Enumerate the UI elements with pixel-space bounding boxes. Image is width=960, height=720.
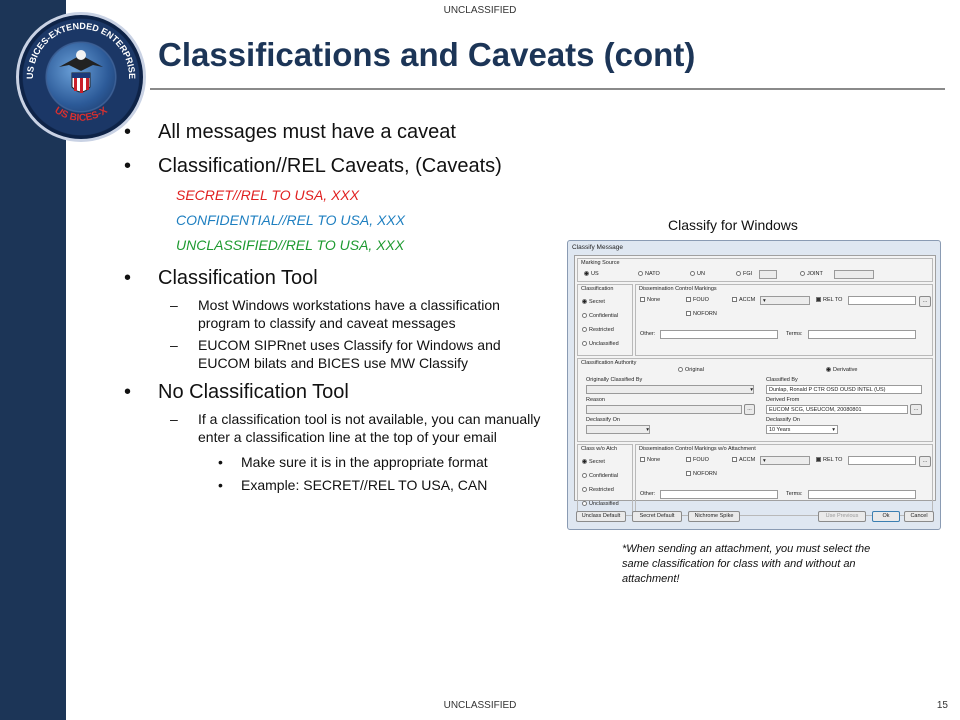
caveat-example-secret: SECRET//REL TO USA, XXX [176,187,360,203]
radio-atch-unclassified[interactable] [582,501,587,506]
bullet-list [118,120,588,499]
radio-joint[interactable] [800,271,805,276]
dcm2-other-label: Other: [640,491,656,497]
page-title: Classifications and Caveats (cont) [158,36,696,73]
atch-rel-to-browse-button[interactable]: ... [919,456,931,467]
radio-restricted[interactable] [582,327,587,332]
marking-source-joint[interactable]: JOINT [800,271,823,277]
authority-label: Classification Authority [581,360,637,366]
dcm-terms-label: Terms: [786,331,803,337]
authority-derivative[interactable]: Derivative [826,367,857,373]
radio-us[interactable] [584,271,589,276]
class-confidential[interactable]: Confidential [582,313,618,319]
bullet-caveat-required: • All messages must have a caveat [118,120,588,144]
authority-original[interactable]: Original [678,367,704,373]
atch-other-field[interactable] [660,490,778,499]
dcm-fouo[interactable]: FOUO [686,297,709,303]
checkbox-noforn[interactable] [686,311,691,316]
marking-source-group [577,258,933,282]
rel-to-field[interactable] [848,296,916,305]
radio-atch-restricted[interactable] [582,487,587,492]
dcm-rel-to[interactable]: REL TO [816,297,842,303]
marking-source-fgi[interactable]: FGI [736,271,752,277]
dialog-body [574,255,936,507]
radio-confidential[interactable] [582,313,587,318]
bullet-classification-tool: • Classification Tool [118,266,588,290]
sub-bullet-manual-entry: – If a classification tool is not available, you can manually enter a classification line at the top of your email [118,410,550,446]
dcm-accm[interactable]: ACCM [732,297,755,303]
radio-fgi[interactable] [736,271,741,276]
other-field[interactable] [660,330,778,339]
class-wo-atch-label: Class w/o Atch [581,446,618,452]
dcm-group [635,284,933,356]
atch-accm-dropdown[interactable]: ▾ [760,456,810,465]
use-previous-button[interactable]: Use Previous [818,511,866,522]
reason-label: Reason [586,397,605,403]
checkbox-none[interactable] [640,297,645,302]
classification-group [577,284,633,356]
declassify-on-dropdown[interactable]: 10 Years ▾ [766,425,838,434]
checkbox-rel-to[interactable] [816,297,821,302]
orig-classified-by-dropdown[interactable]: ▾ [586,385,754,394]
checkbox-accm[interactable] [732,297,737,302]
atch-rel-to-field[interactable] [848,456,916,465]
radio-secret[interactable] [582,299,587,304]
declassify-on-left-label: Declassify On [586,417,620,423]
checkbox-atch-rel-to[interactable] [816,457,821,462]
declassify-on-left-dropdown[interactable]: ▾ [586,425,650,434]
classified-by-label: Classified By [766,377,798,383]
class-unclassified[interactable]: Unclassified [582,341,619,347]
dcm-wo-atch-label: Dissemination Control Markings w/o Attachment [639,446,756,452]
dcm-none[interactable]: None [640,297,660,303]
dcm-noforn[interactable]: NOFORN [686,311,717,317]
fgi-country-field[interactable] [759,270,777,279]
cancel-button[interactable]: Cancel [904,511,934,522]
atch-secret[interactable]: Secret [582,459,605,465]
sub-sub-bullet-format: • Make sure it is in the appropriate format [118,453,588,471]
top-classification-marking: UNCLASSIFIED [443,5,517,16]
atch-confidential[interactable]: Confidential [582,473,618,479]
rel-to-browse-button[interactable]: ... [919,296,931,307]
sub-sub-bullet-example: • Example: SECRET//REL TO USA, CAN [118,476,588,494]
caveat-example-unclassified: UNCLASSIFIED//REL TO USA, XXX [176,237,405,253]
derived-from-browse-button[interactable]: ... [910,404,922,415]
dcm-without-attachment-group [635,444,933,516]
radio-nato[interactable] [638,271,643,276]
derived-from-field[interactable]: EUCOM SCG, USEUCOM, 20080801 [766,405,908,414]
caveat-example-confidential: CONFIDENTIAL//REL TO USA, XXX [176,212,405,228]
dialog-window-title: Classify Message [572,244,623,251]
class-without-attachment-group [577,444,633,516]
radio-atch-confidential[interactable] [582,473,587,478]
classify-message-dialog [567,240,941,530]
derived-from-label: Derived From [766,397,800,403]
marking-source-us[interactable]: US [584,271,599,277]
classification-label: Classification [581,286,614,292]
checkbox-atch-fouo[interactable] [686,457,691,462]
radio-derivative[interactable] [826,367,831,372]
dcm2-fouo[interactable]: FOUO [686,457,709,463]
dcm-other-label: Other: [640,331,656,337]
bullet-rel-caveats: • Classification//REL Caveats, (Caveats) [118,154,588,178]
title-divider [150,88,945,90]
atch-unclassified[interactable]: Unclassified [582,501,619,507]
joint-field[interactable] [834,270,874,279]
classified-by-field[interactable]: Dunlap, Ronald P CTR OSD OUSD INTEL (US) [766,385,922,394]
atch-terms-field[interactable] [808,490,916,499]
sub-bullet-eucom-siprnet: – EUCOM SIPRnet uses Classify for Windows and EUCOM bilats and BICES use MW Classify [118,336,518,372]
marking-source-un[interactable]: UN [690,271,705,277]
declassify-on-label: Declassify On [766,417,800,423]
secret-default-button[interactable]: Secret Default [632,511,682,522]
dcm2-none[interactable]: None [640,457,660,463]
dcm2-accm[interactable]: ACCM [732,457,755,463]
svg-text:US BICES-X: US BICES-X [52,105,110,124]
radio-un[interactable] [690,271,695,276]
marking-source-nato[interactable]: NATO [638,271,660,277]
radio-original[interactable] [678,367,683,372]
marking-source-label: Marking Source [581,260,620,266]
dcm2-rel-to[interactable]: REL TO [816,457,842,463]
atch-restricted[interactable]: Restricted [582,487,614,493]
checkbox-atch-accm[interactable] [732,457,737,462]
svg-text:US BICES-EXTENDED ENTERPRISE: US BICES-EXTENDED ENTERPRISE [24,20,138,80]
accm-dropdown[interactable]: ▾ [760,296,810,305]
sub-bullet-windows-program: – Most Windows workstations have a classification program to classify and caveat messages [118,296,518,332]
dialog-caption: Classify for Windows [668,217,798,233]
radio-unclassified[interactable] [582,341,587,346]
dcm2-terms-label: Terms: [786,491,803,497]
classification-authority-group [577,358,933,442]
orig-classified-by-label: Originally Classified By [586,377,643,383]
nichrome-spike-button[interactable]: Nichrome Spike [688,511,740,522]
bullet-no-classification-tool: • No Classification Tool [118,380,588,404]
reason-browse-button[interactable]: ... [744,404,755,415]
attachment-footnote: *When sending an attachment, you must select the same classification for class with and without an attachment! [622,543,871,585]
checkbox-atch-noforn[interactable] [686,471,691,476]
dcm-label: Dissemination Control Markings [639,286,717,292]
radio-atch-secret[interactable] [582,459,587,464]
page-number: 15 [936,700,948,711]
class-secret[interactable]: Secret [582,299,605,305]
unclass-default-button[interactable]: Unclass Default [576,511,626,522]
checkbox-fouo[interactable] [686,297,691,302]
reason-field[interactable] [586,405,742,414]
class-restricted[interactable]: Restricted [582,327,614,333]
checkbox-atch-none[interactable] [640,457,645,462]
terms-field[interactable] [808,330,916,339]
bottom-classification-marking: UNCLASSIFIED [443,700,517,711]
ok-button[interactable]: Ok [872,511,900,522]
dcm2-noforn[interactable]: NOFORN [686,471,717,477]
